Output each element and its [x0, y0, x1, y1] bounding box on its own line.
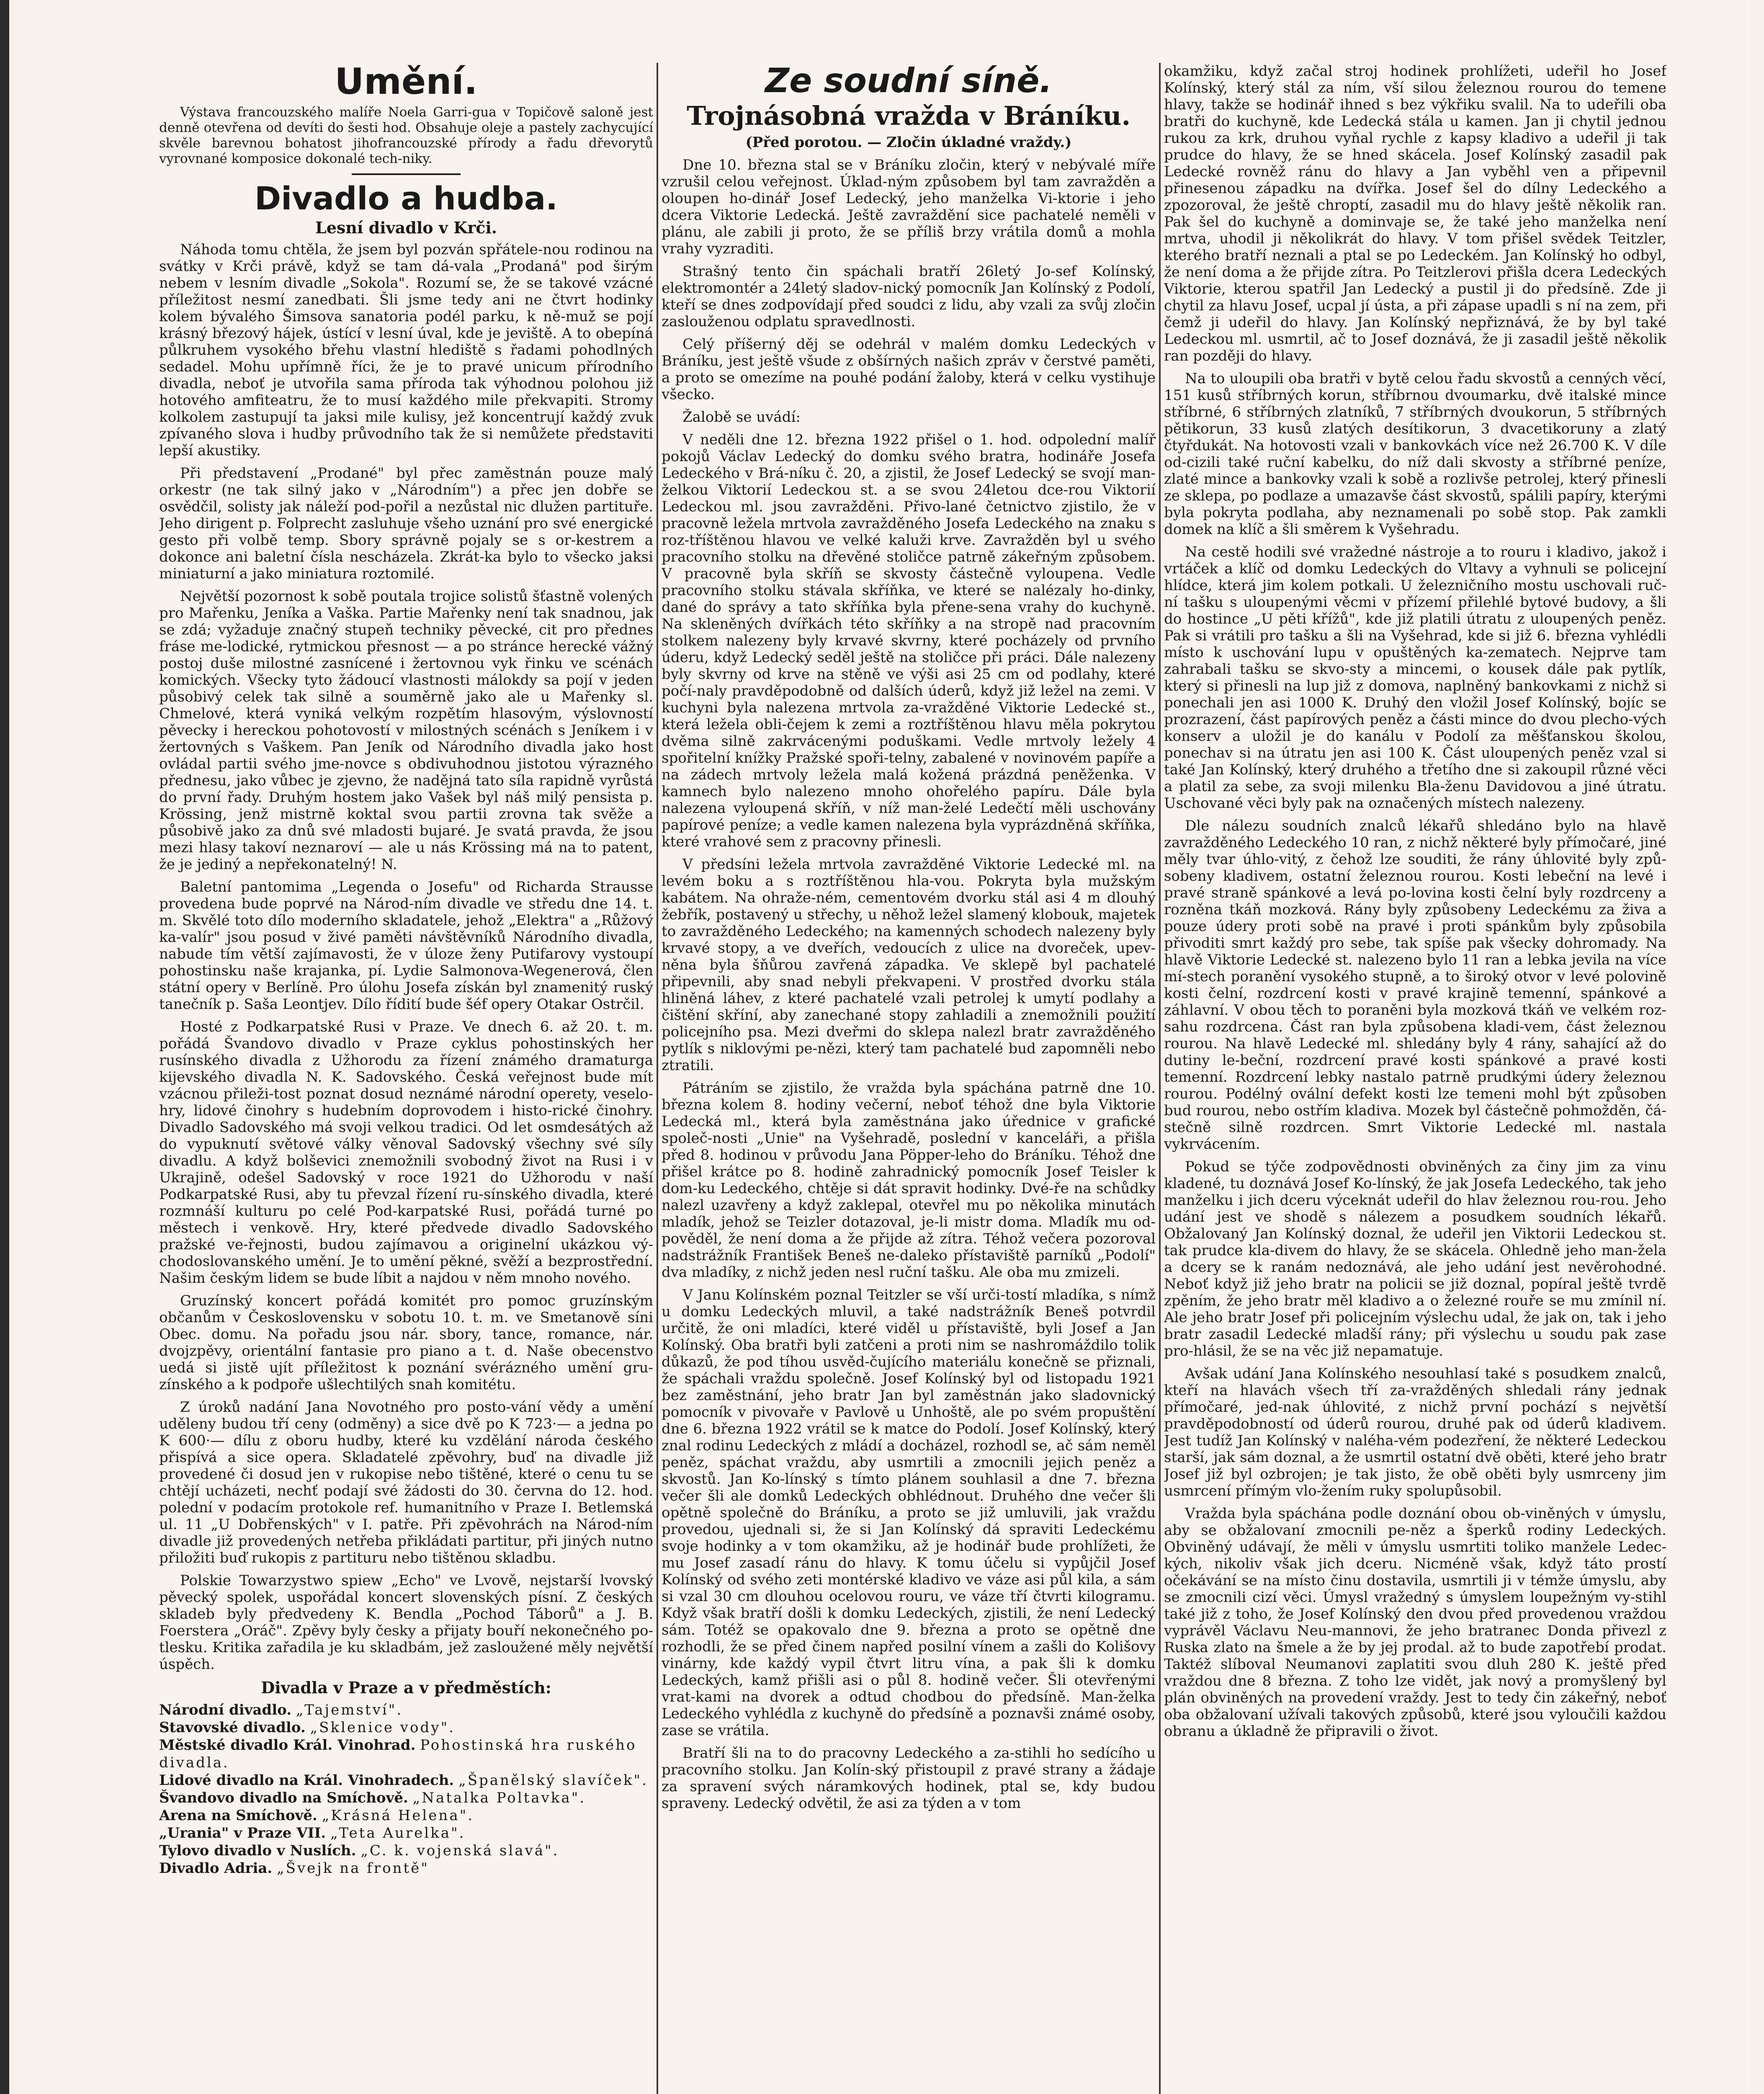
section-title-theatre: Divadlo a hudba.: [254, 180, 558, 217]
column-rule: [1159, 63, 1161, 2094]
program-venue: Národní divadlo.: [159, 1702, 292, 1718]
program-play: Pohostinská hra ruského divadla.: [159, 1737, 637, 1771]
program-venue: Stavovské divadlo.: [159, 1719, 306, 1736]
scan-edge: [0, 0, 9, 2094]
program-play: „Natalka Poltavka".: [412, 1790, 586, 1806]
article-paragraph: Avšak udání Jana Kolínského nesouhlasí také s posudkem znalců, kteří na hlavách všech tří za-vražděných shledali rány jednak přímočaré, jed-nak úhlovité, z nichž první pochází s největší pravděpodobností od úderů rourou, druhé pak od úderů kladivem. Jest tudíž Jan Kolínský v naléha-vém podezření, že některé Ledeckou starší, jak sám doznal, a že usmrtil ostatní dvě oběti, které jeho bratr Josef již byl ozbrojen; je tak jisto, že obě oběti byly usmrceny jim usmrcení přímým vlo-žením ruky spolupůsobil.: [1164, 1365, 1666, 1499]
article-paragraph: Žalobě se uvádí:: [682, 409, 801, 426]
article-paragraph: Na cestě hodili své vražedné nástroje a to rouru i kladivo, jakož i vrtáček a klíč od domku Ledeckých do Vltavy a vyhnuli se policejní hlídce, která jim kolem potkali. U železničního mostu uschovali ruč-ní tašku s uloupenými věcmi v přízemí přilehlé bytové budovy, a šli do hostince „U pěti křížů", kde již platili útratu z uloupených peněz. Pak si vrátili pro tašku a šli na Vyšehrad, kde si již 6. března vyhlédli místo k uschování lupu v opuštěných ka-zematech. Nejprve tam zahrabali tašku se skvo-sty a mincemi, o kousek dále pak pytlík, který si přinesli na lup již z domova, naplněný bankovkami z nichž si ponechali jen asi 1000 K. Druhý den vložil Josef Kolínský, bojíc se prozrazení, část papírových peněz a části mince do dvou plecho-vých konserv a uložil je do kanálu v Podolí za měšťanskou školou, ponechav si na útratu jen asi 100 K. Část uloupených peněz vzal si také Jan Kolínský, který druhého a třetího dne si zakoupil různé věci a platil za sebe, za svoji milenku Bla-ženu Davidovou a jiné útratu. Uschované věci byly pak na označených místech nalezeny.: [1164, 544, 1666, 812]
program-item: [159, 1807, 653, 1824]
program-play: „Teta Aurelka".: [330, 1825, 466, 1841]
article-paragraph: Na to uloupili oba bratři v bytě celou řadu skvostů a cenných věcí, 151 kusů stříbrných korun, stříbrnou dvoumarku, dvě italské mince stříbrné, 6 stříbrných zlatníků, 7 stříbrných dvoukorun, 5 stříbrných pětikorun, 33 kusů zlatých desítikorun, 3 dvacetikoruny a zlatý čtyřdukát. Na hotovosti vzali v bankovkách více než 26.700 K. V díle od-cizili také ruční kabelku, do níž dali skvosty a stříbrné peníze, zlaté mince a bankovky vzali k sobě a rozlivše petrolej, který přinesli ze sklepa, po podlaze a umazavše část skvostů, spálili papíry, kterými byla pokryta podlaha, aby neznamenali po sobě stop. Pak zamkli domek na klíč a šli směrem k Vyšehradu.: [1164, 370, 1666, 538]
article-paragraph: Pokud se týče zodpovědnosti obviněných za činy jim za vinu kladené, tu doznává Josef Ko-línský, že jak Josefa Ledeckého, tak jeho manželku i jich dceru výceknát udeřil do hlav železnou rou-rou. Jeho udání jest ve shodě s nálezem a posudkem soudních lékařů. Obžalovaný Jan Kolínský doznal, že udeřil jen Viktorii Ledeckou st. tak prudce kla-divem do hlavy, že se skácela. Ohledně jeho man-žela a dcery se k ranám nedoznává, ale jeho udání jest nevěrohodné. Neboť když již jeho bratr na policii se již doznal, popíral ještě tvrdě zpěním, že jeho bratr měl kladivo a o železné rouře se mu zmínil ní. Ale jeho bratr Josef při policejním výslechu udal, že jak on, tak i jeho bratr zasadil Ledecké mladší rány; při výslechu u soudu pak zase pro-hlásil, že se na věc již nepamatuje.: [1164, 1158, 1666, 1359]
article-paragraph: Polskie Towarzystwo spiew „Echo" ve Lvově, nejstarší lvovský pěvecký spolek, uspořádal koncert slovenských písní. Z českých skladeb byly předvedeny K. Bendla „Pochod Táborů" a J. B. Foerstera „Oráč". Zpěvy byly česky a přijaty bouří nekonečného po-tlesku. Kritika zařadila je ku skladbám, jež zasloužené měly největší úspěch.: [159, 1572, 653, 1673]
subheading-forest-theatre: Lesní divadlo v Krči.: [315, 218, 497, 237]
article-paragraph: Bratří šli na to do pracovny Ledeckého a za-stihli ho sedícího u pracovního stolku. Jan Kolín-ský přistoupil z pravé strany a žádaje za spravení svých náramkových hodinek, ptal se, kdy budou spraveny. Ledecký odvětil, že asi za týden a v tom: [662, 1745, 1156, 1812]
article-paragraph: Při představení „Prodané" byl přec zaměstnán pouze malý orkestr (ne tak silný jako v „Národním") a přec jen dobře se osvědčil, solisty jak náleží pod-pořil a nezůstal nic dlužen partituře. Jeho dirigent p. Folprecht zasluhuje všeho uznání pro své energické gesto při volbě temp. Sbory správně pojaly se s or-kestrem a dokonce ani baletní čísla nescházela. Zkrát-ka bylo to všecko jaksi miniaturní a jako miniatura roztomilé.: [159, 465, 653, 582]
article-paragraph: Náhoda tomu chtěla, že jsem byl pozván spřátele-nou rodinou na svátky v Krči právě, když se tam dá-vala „Prodaná" pod širým nebem v lesním divadle „Sokola". Rozumí se, že se takové vzácné příležitost nesmí zanedbati. Šli jsme tedy ani ne čtvrt hodinky kolem bývalého Šimsova sanatoria podél parku, k ně-muž se pojí krásný březový hájek, ústící v lesní úval, kde je jeviště. A to obepíná půlkruhem vysokého břehu vlastní hlediště s řadami pohodlných sedadel. Mohu upřímně říci, že je to pravé unicum přírodního divadla, neboť je utvořila sama příroda tak výhodnou polohou již hotového amfiteatru, že to musí každého mile překvapiti. Stromy kolkolem zastupují ta jaksi mile kulisy, jež koncentrují každý zvuk zpívaného slova i hudby průvodního tak že si nemůžete představiti lepší akustiky.: [159, 241, 653, 459]
section-title-court: Ze soudní síně.: [765, 63, 1052, 100]
article-paragraph: Dle nálezu soudních znalců lékařů shledáno bylo na hlavě zavražděného Ledeckého 10 ran, z nichž některé byly přímočaré, jiné měly tvar úhlo-vitý, z čehož lze souditi, že rány úhlovité byly způ-sobeny kladivem, ostatní železnou rourou. Kosti lebeční na levé i pravé straně spánkové a levá po-lovina kosti čelní byly rozdrceny a rozněna tkáň mozková. Rány byly způsobeny Ledeckému za živa a pouze údery proti sobě na pravé i proti spánkům byly způsobila přivoditi smrt každý pro sebe, tak spíše pak všecky dohromady. Na hlavě Viktorie Ledecké st. nalezeno bylo 11 ran a lebka jevila na více mí-stech poranění vysokého stupně, a to široký otvor v levé polovině kosti čelní, rozdrcení kosti v pravé krajině temenní, spánkové a záhlavní. V obou těch to poraněni byla mozková tkáň ve velkém roz-sahu rozdrcena. Část ran byla způsobena kladi-vem, část železnou rourou. Na hlavě Ledecké ml. shledány byly 4 rány, sahající až do dutiny le-beční, rozdrcení pravé kosti spánkové a pravé kosti temenní. Rozdrcení lebky nastalo patrně prudkými údery železnou rourou. Podélný ovální defekt kosti lze temeni mohl být způsoben bud rourou, nebo ostřím kladiva. Mozek byl částečně pohmožděn, čá-stečně silně rozdrcen. Smrt Viktorie Ledecké ml. nastala vykrvácením.: [1164, 817, 1666, 1153]
column-rule: [657, 63, 658, 2094]
article-paragraph: Gruzínský koncert pořádá komitét pro pomoc gruzínským občanům v Československu v sobotu 10. t. m. ve Smetanově síni Obec. domu. Na pořadu jsou nár. sbory, tance, romance, nár. dvojzpěvy, orientální fantasie pro piano a t. d. Naše obecenstvo uedá si jistě ujít příležitost k poznání svérázného umění gru-zínského a k podpoře ušlechtilých snah komitétu.: [159, 1292, 653, 1393]
divider: [352, 173, 461, 175]
program-item: [159, 1824, 653, 1842]
program-venue: Městské divadlo Král. Vinohrad.: [159, 1737, 416, 1754]
program-title: Divadla v Praze a v předměstích:: [261, 1678, 551, 1697]
article-paragraph: Vražda byla spáchána podle doznání obou ob-viněných v úmyslu, aby se obžalovaní zmocnili pe-něz a šperků rodiny Ledeckých. Obviněný udávají, že měli v úmyslu usmrtiti toliko manžele Ledec-kých, nikoliv však jich dceru. Nicméně však, když táto prostí očekávání se na místo činu dostavila, usmrtili ji v témže úmyslu, aby se zmocnili cizí věci. Úmysl vražedný s úmyslem loupežným vy-stihl také již z toho, že Josef Kolínský den dvou před provedenou vraždou vyprávěl Václavu Neu-mannovi, že jeho bratranec Donda přivezl z Ruska zlato na šmele a že by jej prodal. až to bude zapotřebí prodat. Taktéž slíboval Neumanovi zaplatiti svou dluh 280 K. ještě před vraždou dne 8 března. Z toho lze vidět, jak nový a promyšlený byl plán obviněných na provedení vraždy. Jest to tedy čin zákeřný, neboť oba obžalovaní užívali takových způsobů, které jsou vyloučili každou obranu a úkladně že připravili o život.: [1164, 1505, 1666, 1740]
program-item: [159, 1859, 653, 1877]
article-paragraph: Z úroků nadání Jana Novotného pro posto-vání vědy a umění uděleny budou tří ceny (odměny) a sice dvě po K 723·— a jedna po K 600·— dílu z oboru hudby, které ku vzdělání národa českého přispívá a sice opera. Skladatelé zpěvohry, buď na divadle již provedené či dosud jen v rukopise nebo tištěné, které o cenu tu se chtějí ucházeti, nechť podají své žádosti do 30. června do 12. hod. polední v podacím protokole ref. humanitního v Praze I. Betlemská ul. 11 „U Dobřenských" v I. patře. Při zpěvohrách na Národ-ním divadle již provedených netřeba přikládati partitur, při jiných nutno přiložiti buď rukopis z partituru nebo tištěnou skladbu.: [159, 1399, 653, 1566]
program-item: [159, 1736, 653, 1772]
program-venue: Tylovo divadlo v Nuslích.: [159, 1842, 356, 1859]
program-play: „Švejk na frontě": [277, 1860, 429, 1877]
article-paragraph: V Janu Kolínském poznal Teitzler se vší urči-tostí mladíka, s nímž u domku Ledeckých mluvil, a také nadstrážník Beneš potvrdil určitě, že oni mladíci, které viděl u přístaviště, byli Josef a Jan Kolínský. Oba bratři byli zatčeni a proti nim se nashromáždilo tolik důkazů, že pod tíhou usvěd-čujícího materiálu konečně se přiznali, že spáchali vraždu společně. Josef Kolínský byl od listopadu 1921 bez zaměstnání, jeho bratr Jan byl zaměstnán jako sladovnický pomocník v pivovaře v Pavlově u Unhoště, ale po svém propuštění dne 6. března 1922 vrátil se k matce do Podolí. Josef Kolínský, který znal rodinu Ledeckých z mládí a docházel, rozhodl se, ač sám neměl peněz, spáchat vraždu, aby usmrtili a zmocnili jejich peněz a skvostů. Jan Ko-línský s tímto plánem souhlasil a dne 7. března večer šli ale domků Ledeckých obhlédnout. Druhého dne večer šli opětně společně do Bráníku, a proto se již umluvili, jak vraždu provedou, ujednali si, že si Jan Kolínský dá spraviti Ledeckému svoje hodinky a v tom okamžiku, až je hodinář bude prohlížeti, že mu Josef zasadí ránu do hlavy. K tomu účelu si vypůjčil Josef Kolínský od svého zeti montérské kladivo ve váze asi půl kila, a sám si vzal 30 cm dlouhou ocelovou rouru, ve váze tří čtvrti kilogramu. Když však bratří došli k domku Ledeckých, zjistili, že není Ledecký sám. Totéž se opakovalo dne 9. března a proto se opětně dne rozhodli, že se před činem napřed posilní vínem a zašli do Kolišovy vinárny, kde každý vypil čtvrt litru vína, a pak šli k domku Ledeckých, kamž přišli asi o půl 8. hodině večer. Šli otevřenými vrat-kami na dvorek a odtud chodbou do předsíně. Man-želka Ledeckého vyhlédla z kuchyně do předsíně a poznavši známé osoby, zase se vrátila.: [662, 1287, 1156, 1739]
program-item: [159, 1772, 653, 1789]
article-paragraph: Pátráním se zjistilo, že vražda byla spáchána patrně dne 10. března kolem 8. hodiny večerní, neboť téhož dne byla Viktorie Ledecká ml., která byla zaměstnána jako úřednice v grafické společ-nosti „Unie" na Vyšehradě, poslední v kanceláři, a přišla před 8. hodinou v průvodu Jana Pöpper-leho do Bráníku. Téhož dne přišel krátce po 8. hodině zahradnický pomocník Josef Teisler k dom-ku Ledeckého, chtěje si dát spravit hodinky. Dvé-ře na schůdky nalezl uzavřeny a když zaklepal, otevřel mu po několika minutách mladík, jehož se Teizler dotazoval, je-li mistr doma. Mladík mu od-pověděl, že není doma a že přijde až zítra. Téhož večera pozoroval nadstrážník František Beneš ne-daleko přístaviště parníků „Podolí" dva mladíky, z nichž jeden nesl ruční tašku. Ale oba mu zmizeli.: [662, 1080, 1156, 1281]
article-paragraph: Dne 10. března stal se v Bráníku zločin, který v nebývalé míře vzrušil celou veřejnost. Úklad-ným způsobem byl tam zavražděn a oloupen ho-dinář Josef Ledecký, jeho manželka Vi-ktorie i jeho dcera Viktorie Ledecká. Ještě zavraždění sice pachatelé neměli v plánu, ale zabili ji proto, že se příliš brzy vrátila domů a mohla vrahy vyzraditi.: [662, 157, 1156, 257]
program-play: „Španělský slavíček".: [458, 1772, 648, 1789]
article-intro: (Před porotou. — Zločin úkladné vraždy.): [745, 134, 1072, 151]
program-play: „Krásná Helena".: [322, 1807, 474, 1824]
program-item: [159, 1719, 653, 1736]
headline-triple-murder: Trojnásobná vražda v Bráníku.: [686, 101, 1131, 131]
program-play: „Sklenice vody".: [310, 1719, 455, 1736]
article-paragraph: okamžiku, když začal stroj hodinek prohlížeti, udeřil ho Josef Kolínský, který stál za ním, vší silou železnou rourou do temene hlavy, takže se hodinář ihned s bez výkřiku svalil. Na to udeřili oba bratři do kuchyně, kde Ledecká stála u kamen. Jan ji chytil jednou rukou za krk, druhou vyňal rychle z kapsy kladivo a udeřil ji tak prudce do hlavy, že se hned skácela. Josef Kolínský zasadil pak Ledecké rovněž ránu do hlavy a Jan vyběhl ven a připevnil přinesenou západku na dvířka. Josef šel do dílny Ledeckého a zpozoroval, že ještě chroptí, zasadil mu do hlavy ještě několik ran. Pak šel do kuchyně a dominvaje se, že také jeho manželka není mrtva, uhodil ji několikrát do hlavy. V tom přišel svědek Teitzler, kterého bratří neznali a ptal se po Ledeckém. Jan Kolínský ho odbyl, že není doma a že přijde zítra. Po Teitzlerovi přišla dcera Ledeckých Viktorie, kterou spatřil Jan Ledecký a pustil ji do předsíně. Zde ji chytil za hlavu Josef, ucpal jí ústa, a při zápase upadli s ní na zem, při čemž ji udeřil do hlavy. Jan Kolínský nepřiznává, že by byl také Ledeckou ml. usmrtil, ač to Josef doznává, že ji zasadil ještě několik ran později do hlavy.: [1164, 63, 1666, 364]
exhibit-paragraph: Výstava francouzského malíře Noela Garri-gua v Topičově saloně jest denně otevřena od devíti do šesti hod. Obsahuje oleje a pastely zachycující skvěle barevnou bohatost jihofrancouzské přírody a řadu dřevorytů vyrovnané komposice dokonalé tech-niky.: [159, 105, 653, 166]
column-arts: [159, 63, 653, 1877]
program-venue: Arena na Smíchově.: [159, 1807, 317, 1824]
article-paragraph: Baletní pantomima „Legenda o Josefu" od Richarda Strausse provedena bude poprvé na Národ-ním divadle ve středu dne 14. t. m. Skvělé toto dílo moderního skladatele, jehož „Elektra" a „Růžový ka-valír" jsou posud v živé paměti návštěvníků Národního divadla, nabude tím větší zajímavosti, že v úloze ženy Putifarovy vystoupí pohostinsku naše krajanka, pí. Lydie Salmonova-Wegenerová, člen státní opery v Berlíně. Pro úlohu Josefa získán byl znamenitý ruský tanečník p. Saša Leontjev. Dílo řídití bude šéf opery Otakar Ostrčil.: [159, 879, 653, 1013]
article-paragraph: Hosté z Podkarpatské Rusi v Praze. Ve dnech 6. až 20. t. m. pořádá Švandovo divadlo v Praze cyklus pohostinských her rusínského divadla z Užhorodu za řízení známého dramaturga kijevského divadla N. K. Sadovského. Česká veřejnost bude mít vzácnou přileži-tost poznat dosud neznámé národní operety, veselo-hry, lidové činohry s hudebním doprovodem i histo-rické činohry. Divadlo Sadovského má svoji velkou tradici. Od let osmdesátých až do vypuknutí světové války věnoval Sadovský všechny své síly divadlu. A když bolševici znemožnili svobodný život na Rusi i v Ukrajině, odešel Sadovský v roce 1921 do Užhorodu v naší Podkarpatské Rusi, aby tu převzal řízení ru-sínského divadla, které rozmnáší kulturu po celé Pod-karpatské Rusi, pořádá turné po městech i venkově. Hry, které předvede divadlo Sadovského pražské ve-řejnosti, budou zajímavou a originelní ukázkou vý-chodoslovanského umění. Je to umění pěkné, svěží a bezprostřední. Našim českým lidem se bude líbit a najdou v něm mnoho nového.: [159, 1019, 653, 1287]
program-item: [159, 1789, 653, 1807]
article-paragraph: V neděli dne 12. března 1922 přišel o 1. hod. odpolední malíř pokojů Václav Ledecký do domku svého bratra, hodináře Josefa Ledeckého v Brá-níku č. 20, a zjistil, že Josef Ledecký se svojí man-želkou Viktorií Ledeckou st. a se svou 24letou dce-rou Viktorií Ledeckou ml. jsou zavražděni. Přivo-lané četnictvo zjistilo, že v pracovně ležela mrtvola zavražděného Josefa Ledeckého na znaku s roz-tříštěnou hlavou ve velké kaluži krve. Zavražděn byl u svého pracovního stolku na dřevěné stoličce patrně zákeřným způsobem. V pracovně byla skříň se skvosty částečně vyloupena. Vedle pracovního stolku stávala skříňka, ve které se nalézaly ho-dinky, dané do správy a tato skříňka byla přene-sena vrahy do kuchyně. Na skleněných dvířkách této skříňky a na stropě nad pracovním stolkem nalezeny byly krvavé skvrny, které pocházely od prvního úderu, když Ledecký seděl ještě na stoličce při práci. Dále nalezeny byly skvrny od krve na stěně ve výši asi 25 cm od podlahy, které počí-naly pravděpodobně od dalších úderů, když již ležel na zemi. V kuchyni byla nalezena mrtvola za-vražděné Viktorie Ledecké st., která ležela obli-čejem k zemi a roztříštěnou hlavu měla pokrytou dvěma silně zakrvácenými poduškami. Vedle mrtvoly ležely 4 spořitelní knížky Pražské spoři-telny, zabalené v novinovém papíře a na zádech mrtvoly ležela malá kožená prázdná peněženka. V kamnech bylo nalezeno mnoho ohořelého papíru. Dále byla nalezena vyloupená skříň, v níž man-želé Ledečtí měli uschovány papírové peníze; a vedle kamen nalezena byla vyprázdněná skříňka, které vrahové sem z pracovny přinesli.: [662, 431, 1156, 850]
column-court-continued: [1164, 63, 1666, 1746]
column-court: [662, 63, 1156, 1818]
article-paragraph: Strašný tento čin spáchali bratří 26letý Jo-sef Kolínský, elektromontér a 24letý sladov-nický pomocník Jan Kolínský z Podolí, kteří se dnes zodpovídají před soudci z lidu, aby vzali za svůj zločin zaslouženou odplatu spravedlnosti.: [662, 263, 1156, 330]
article-paragraph: Celý příšerný děj se odehrál v malém domku Ledeckých v Bráníku, jest ještě všude z obšírných našich zpráv v čerstvé paměti, a proto se omezíme na pouhé podání žaloby, která v celku vystihuje všecko.: [662, 336, 1156, 403]
section-title-arts: Umění.: [335, 63, 478, 103]
program-play: „C. k. vojenská slavá".: [361, 1842, 559, 1859]
theatre-program-list: [159, 1701, 653, 1877]
article-paragraph: Největší pozornost k sobě poutala trojice solistů šťastně volených pro Mařenku, Jeníka a Vaška. Partie Mařenky není tak snadnou, jak se zdá; vyžaduje značný stupeň techniky pěvecké, cit pro přednes fráse me-lodické, rytmickou přesnost — a po stránce herecké vážný postoj duše milostné zasnícené i žertovnou vyk řinku ve scénách komických. Všecky tyto žádoucí vlastnosti málokdy sa pojí v jeden působivý celek tak silně a souměrně jako ale u Mařenky sl. Chmelové, která vyniká velkým rozpětím hlasovým, výslovností pěvecky i hereckou pohotovostí v milostných scénách s Jeníkem i v žertovných s Vaškem. Pan Jeník od Národního divadla jako host ovládal partii svého jme-novce s obdivuhodnou jistotou výrazného přednesu, jako vůbec je zjevno, že nadějná tato síla rapidně vyrůstá do první řady. Druhým hostem jako Vašek byl náš milý pensista p. Krössing, jenž mistrně koktal svou partii zrovna tak svěže a působivě jako za dnů své mladosti bujaré. Je svatá pravda, že jsou mezi hlasy takoví neznaroví — ale u nás Krössing má na to patent, že je jediný a nepřekonatelný! N.: [159, 588, 653, 873]
program-item: [159, 1842, 653, 1859]
program-item: [159, 1701, 653, 1719]
program-venue: Lidové divadlo na Král. Vinohradech.: [159, 1772, 454, 1789]
article-paragraph: V předsíni ležela mrtvola zavražděné Viktorie Ledecké ml. na levém boku a s roztříštěnou hla-vou. Pokryta byla mužským kabátem. Na ohraže-ném, cementovém dvorku stál asi 4 m dlouhý žebřík, postavený u střechy, u něhož ležel slamený klobouk, majetek to zavražděného Ledeckého; na kamenných schodech nalezeny byly krvavé stopy, a ve dveřích, vedoucích z ulice na dvoreček, upev-něna byla šňůrou zavřená západka. Ve sklepě byl pachatelé připevnili, aby snad nebyli překvapeni. V prostřed dvorku stála hliněná láhev, z které pachatelé vzali petrolej k umytí podlahy a čištění skříní, aby zanechané stopy zahladili a znemožnili použití policejního psa. Mezi dveřmi do sklepa nalezl bratr zavražděného pytlík s niklovými pe-nězi, který tam pachatelé bud zapomněli nebo ztratili.: [662, 856, 1156, 1074]
program-venue: Švandovo divadlo na Smíchově.: [159, 1790, 408, 1806]
program-venue: Divadlo Adria.: [159, 1860, 273, 1877]
program-venue: „Urania" v Praze VII.: [159, 1825, 326, 1841]
program-play: „Tajemství".: [296, 1702, 403, 1718]
